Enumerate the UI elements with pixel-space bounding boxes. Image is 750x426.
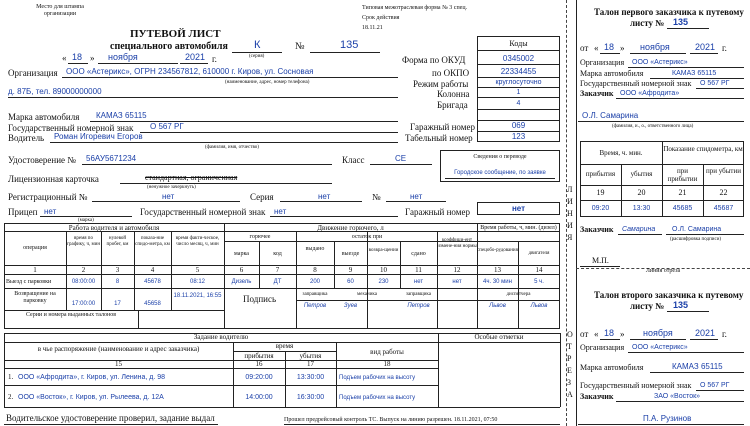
coupon1-title2: листу № [630, 18, 665, 28]
card-label: Лицензионная карточка [8, 174, 99, 184]
cut-letter: А [567, 390, 573, 399]
task1-customer: ООО «Афродита», г. Киров, ул. Ленина, д. 98 [18, 374, 166, 381]
coupon-series: Серии и номера выданных талонов [25, 312, 117, 318]
coupon1-brand: КАМАЗ 65115 [672, 70, 717, 77]
org-caption: (наименование, адрес, номер телефона) [225, 80, 310, 85]
coupon2-title: Талон второго заказчика к путевому [594, 290, 744, 300]
h-passed: сдано [411, 251, 426, 257]
task2-arrival: 14:00:00 [245, 394, 273, 401]
h-zero-run: нулевой пробег, км [106, 236, 129, 247]
stamp-label: Место для штампа организации [36, 4, 84, 18]
coupon1-day: 18 [604, 42, 615, 52]
garage-label: Гаражный номер [410, 122, 475, 132]
coupon2-customer: ЗАО «Восток» [654, 393, 701, 400]
row-return: Возвращение на парковку [14, 291, 56, 305]
form-type: Типовая межотраслевая форма № 3 спец. [362, 5, 468, 11]
brigade-label: Бригада [437, 100, 468, 110]
cut-letter: Е [567, 366, 572, 375]
trailer-plate-value: нет [274, 207, 287, 216]
cut-letter: З [567, 378, 572, 387]
trailer-caption: (марка) [78, 218, 94, 223]
cut-letter: Р [567, 354, 572, 363]
group-fuel: Движение горючего, л [317, 224, 384, 232]
codes-header: Коды [509, 39, 528, 48]
trailer-plate-label: Государственный номерной знак [140, 207, 266, 217]
c1-odo-departure: 45687 [713, 205, 734, 212]
task1-arrival: 09:20:00 [245, 374, 273, 381]
h-schedule: время по графику, ч, мин [66, 236, 101, 247]
license-label: Удостоверение № [8, 155, 76, 165]
coupon1-brand-label: Марка автомобиля [580, 69, 644, 78]
sig-fueler2: Петров [407, 303, 430, 309]
driver-value: Роман Игоревич Егоров [54, 132, 143, 141]
h-departure: убытия [299, 352, 322, 360]
coupon1-month: ноября [640, 42, 670, 52]
cut-letter: Л [567, 185, 573, 194]
h-time: время [275, 342, 294, 350]
h-rest: остаток при [351, 234, 383, 240]
card-caption: (ненужное зачеркнуть) [147, 185, 196, 190]
number-sign: № [295, 41, 305, 52]
coupon2-org: ООО «Астерикс» [632, 344, 688, 351]
h-actual-time: время факти-ческое, число месяц, ч, мин [175, 236, 220, 247]
h-return: возвра-щении [368, 248, 399, 253]
sig-fueler: Петров [303, 303, 327, 309]
car-brand-value: КАМАЗ 65115 [96, 111, 147, 120]
garage-value: 069 [511, 121, 526, 130]
footer-left: Водительское удостоверение проверил, задание выдал [6, 413, 215, 423]
class-value: СЕ [395, 154, 407, 163]
reg-value: нет [162, 192, 175, 201]
series-value2: нет [318, 192, 331, 201]
h-odometer: показа-ние спидо-метра, км [135, 236, 170, 247]
car-brand-label: Марка автомобиля [8, 112, 80, 122]
coupon1-customer: ООО «Афродита» [620, 90, 680, 97]
c1-sign-label: Заказчик [580, 225, 614, 234]
card-value: стандартная, ограниченная [145, 173, 238, 182]
okud-value: 0345002 [502, 54, 535, 63]
coupon2-plate: О 567 РГ [700, 382, 730, 389]
coupon2-plate-label: Государственный номерной знак [580, 381, 692, 390]
series-value: К [254, 39, 261, 51]
group-time: Время работы, ч, мин. (дизел) [480, 225, 557, 231]
group-work: Работа водителя и автомобиля [68, 224, 160, 232]
license-value: 56АУ5671234 [86, 154, 137, 163]
okpo-value: 22334455 [500, 67, 537, 76]
doc-subtitle: специального автомобиля [110, 41, 228, 52]
doc-year: 2021 [185, 52, 206, 62]
task1-departure: 13:30:00 [296, 374, 325, 381]
cut-letter: И [567, 221, 573, 230]
coupon1-plate: О 567 РГ [700, 80, 730, 87]
num-value: нет [410, 192, 423, 201]
c1-odo-arrival: 45685 [672, 205, 693, 212]
okpo-label: по ОКПО [432, 68, 470, 78]
coupon2-brand-label: Марка автомобиля [580, 363, 644, 372]
validity-date: 18.11.21 [362, 25, 383, 31]
tab-label: Табельный номер [405, 133, 473, 143]
trailer-value: нет [44, 207, 57, 216]
org-label: Организация [8, 68, 58, 78]
c1-sign-caption: (расшифровка подписи) [670, 237, 722, 242]
series-label: Серия [250, 192, 274, 202]
h-customer: в чье распоряжение (наименование и адрес заказчика) [37, 345, 200, 353]
c1-arrival: 09:20 [591, 205, 610, 212]
coupon2-customer-label: Заказчик [580, 392, 614, 401]
c1-stamp: М.П. [592, 256, 609, 265]
coupon2-year: 2021 [695, 328, 716, 338]
class-label: Класс [342, 155, 365, 165]
org-value: ООО «Астерикс», ОГРН 234567812, 610000 г. Киров, ул. Сосновая [66, 67, 314, 76]
mode-value: круглосуточно [495, 79, 542, 86]
doc-day: 18 [72, 52, 83, 62]
cut-letter: О [567, 330, 573, 339]
coupon2-title2: листу № [630, 301, 665, 311]
h-fuel-brand: марка [234, 251, 249, 257]
okud-label: Форма по ОКУД [402, 55, 466, 65]
sig-mechanic: Зуев [343, 303, 358, 309]
mode-label: Режим работы [413, 79, 469, 89]
cut-letter: Т [567, 342, 572, 351]
cut-letter: Н [567, 209, 573, 218]
c1-h-odo: Показание спидометра, км [663, 145, 743, 153]
coupon2-month: ноября [643, 328, 673, 338]
h-fuel: горючее [249, 234, 271, 240]
coupon1-title: Талон первого заказчика к путевому [594, 7, 744, 17]
trailer-garage-value: нет [511, 204, 526, 213]
coupon1-plate-label: Государственный номерной знак [580, 79, 692, 88]
coupon2-day: 18 [604, 328, 615, 338]
signature-label: Подпись [243, 294, 277, 304]
c1-h-time: Время, ч. мин. [599, 149, 643, 157]
driver-label: Водитель [8, 133, 45, 143]
c1-signature: Самарина [622, 226, 656, 233]
coupon1-year: 2021 [695, 42, 716, 52]
coupon2-person: П.А. Рузинов [643, 414, 692, 423]
h-special: спецобо-рудования [477, 248, 518, 253]
org-value-line2: д. 87Б, тел. 89000000000 [8, 87, 102, 96]
reg-label: Регистрационный № [8, 192, 88, 202]
h-fuel-code: код [273, 251, 282, 257]
column-value: 1 [516, 89, 521, 96]
transfer-title: Сведения о переводе [473, 154, 527, 160]
h-operation: операция [23, 245, 47, 251]
driver-caption: (фамилия, имя, отчество) [205, 145, 259, 150]
trailer-garage-label: Гаражный номер [405, 207, 470, 217]
h-arrival: прибытия [244, 352, 274, 360]
doc-title: ПУТЕВОЙ ЛИСТ [130, 28, 221, 40]
transfer-text: Городское сообщение, по заявке [454, 170, 546, 176]
footer-right: Прошел предрейсовый контроль ТС. Выпуск на линию разрешен. 18.11.2021, 07:50 [284, 417, 498, 423]
tab-value: 123 [511, 132, 526, 141]
plate-value: О 567 РГ [150, 122, 184, 131]
h-out: выезде [341, 251, 360, 257]
h-work-kind: вид работы [370, 348, 404, 356]
coupon2-org-label: Организация [580, 343, 625, 352]
coupon2-brand: КАМАЗ 65115 [672, 362, 723, 371]
column-label: Колонна [437, 89, 470, 99]
coupon1-org: ООО «Астерикс» [632, 59, 688, 66]
task1-kind: Подъем рабочих на высоту [339, 375, 416, 381]
num-label: № [372, 192, 381, 202]
doc-number: 135 [340, 39, 359, 51]
h-engine: двигателя [528, 251, 550, 256]
plate-label: Государственный номерной знак [8, 123, 134, 133]
task2-kind: Подъем рабочих на высоту [339, 395, 416, 401]
coupon1-number: 135 [673, 17, 689, 27]
sig-dispatcher2: Львов [530, 303, 548, 309]
coupon1-org-label: Организация [580, 58, 625, 67]
cut-line-label: Линия отреза [645, 268, 681, 274]
series-caption: (серия) [249, 54, 265, 59]
coupon1-person-caption: (фамилия, и., о., ответственного лица) [612, 124, 694, 129]
c1-sign-name: О.Л. Самарина [672, 226, 722, 233]
coupon2-number: 135 [673, 300, 689, 310]
c1-departure: 13:30 [632, 205, 651, 212]
h-coef: коэффици-ент измене-ния нормы [437, 238, 477, 249]
trailer-label: Прицеп [8, 207, 38, 217]
task-title: Задание водителю [193, 333, 249, 341]
cut-letter: И [567, 197, 573, 206]
h-issued: выдано [305, 246, 325, 252]
row-departure: Выезд с парковки [6, 279, 52, 285]
notes-title: Особые отметки [474, 333, 524, 341]
validity-label: Срок действия [362, 15, 400, 21]
sig-dispatcher1: Львов [489, 303, 506, 309]
coupon1-person: О.Л. Самарина [582, 111, 639, 120]
task2-customer: ООО «Восток», г. Киров, ул. Рылеева, д. 12А [18, 394, 164, 401]
coupon1-customer-label: Заказчик [580, 89, 614, 98]
brigade-value: 4 [516, 100, 521, 107]
cut-letter: Я [567, 233, 573, 242]
task2-departure: 16:30:00 [296, 394, 325, 401]
doc-month: ноября [108, 52, 138, 62]
